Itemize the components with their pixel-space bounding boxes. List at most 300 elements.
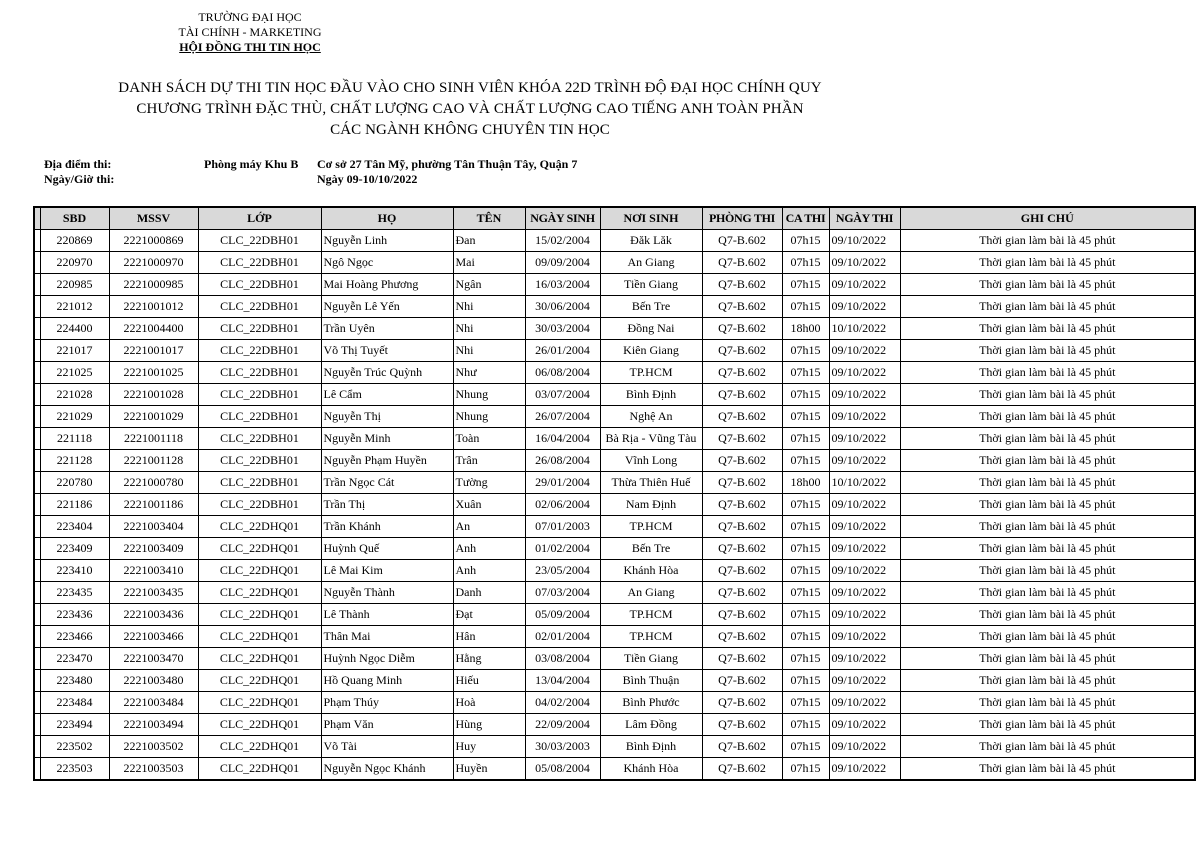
birth-date-cell: 16/03/2004	[525, 274, 600, 296]
table-row	[34, 692, 1195, 714]
birth-place-cell: Nam Định	[600, 494, 702, 516]
class-cell: CLC_22DBH01	[198, 252, 321, 274]
given-name-cell: An	[453, 516, 525, 538]
exam-date-cell: 09/10/2022	[829, 648, 900, 670]
sbd-cell: 223409	[40, 538, 109, 560]
exam-date-cell: 09/10/2022	[829, 714, 900, 736]
given-name-cell: Mai	[453, 252, 525, 274]
exam-room-cell: Q7-B.602	[702, 604, 782, 626]
location-value: Cơ sở 27 Tân Mỹ, phường Tân Thuận Tây, Quận 7	[317, 157, 578, 171]
surname-cell: Hồ Quang Minh	[321, 670, 453, 692]
mssv-cell: 2221001118	[109, 428, 198, 450]
class-cell: CLC_22DBH01	[198, 274, 321, 296]
surname-cell: Phạm Văn	[321, 714, 453, 736]
exam-shift-cell: 07h15	[782, 516, 829, 538]
exam-shift-cell: 07h15	[782, 428, 829, 450]
birth-place-cell: Bà Rịa - Vũng Tàu	[600, 428, 702, 450]
birth-date-cell: 22/09/2004	[525, 714, 600, 736]
exam-info	[44, 157, 744, 187]
birth-date-cell: 15/02/2004	[525, 230, 600, 252]
note-cell: Thời gian làm bài là 45 phút	[900, 318, 1195, 340]
mssv-cell: 2221000985	[109, 274, 198, 296]
birth-place-cell: TP.HCM	[600, 626, 702, 648]
mssv-cell: 2221003470	[109, 648, 198, 670]
mssv-cell: 2221003409	[109, 538, 198, 560]
given-name-cell: Hiếu	[453, 670, 525, 692]
birth-place-cell: An Giang	[600, 582, 702, 604]
organization-header	[170, 10, 330, 55]
exam-shift-cell: 07h15	[782, 758, 829, 781]
mssv-cell: 2221004400	[109, 318, 198, 340]
exam-date-cell: 09/10/2022	[829, 494, 900, 516]
surname-cell: Huỳnh Ngọc Diễm	[321, 648, 453, 670]
birth-place-cell: Đồng Nai	[600, 318, 702, 340]
exam-room-cell: Q7-B.602	[702, 538, 782, 560]
class-cell: CLC_22DHQ01	[198, 714, 321, 736]
given-name-cell: Xuân	[453, 494, 525, 516]
table-row	[34, 384, 1195, 406]
exam-shift-cell: 07h15	[782, 582, 829, 604]
surname-cell: Nguyễn Linh	[321, 230, 453, 252]
table-row	[34, 736, 1195, 758]
birth-date-cell: 02/06/2004	[525, 494, 600, 516]
given-name-cell: Tường	[453, 472, 525, 494]
exam-room-cell: Q7-B.602	[702, 472, 782, 494]
title-line-2: CHƯƠNG TRÌNH ĐẶC THÙ, CHẤT LƯỢNG CAO VÀ CHẤT LƯỢNG CAO TIẾNG ANH TOÀN PHẦN	[136, 101, 804, 117]
table-row	[34, 472, 1195, 494]
given-name-cell: Nhung	[453, 406, 525, 428]
birth-place-cell: Khánh Hòa	[600, 560, 702, 582]
sbd-cell: 223435	[40, 582, 109, 604]
mssv-cell: 2221003480	[109, 670, 198, 692]
given-name-cell: Đạt	[453, 604, 525, 626]
exam-date-cell: 09/10/2022	[829, 252, 900, 274]
table-row	[34, 406, 1195, 428]
exam-shift-cell: 07h15	[782, 406, 829, 428]
sbd-cell: 223502	[40, 736, 109, 758]
mssv-cell: 2221003494	[109, 714, 198, 736]
birth-place-cell: Kiên Giang	[600, 340, 702, 362]
note-cell: Thời gian làm bài là 45 phút	[900, 340, 1195, 362]
birth-place-cell: Bình Định	[600, 736, 702, 758]
sbd-cell: 220869	[40, 230, 109, 252]
birth-place-cell: Tiền Giang	[600, 274, 702, 296]
class-cell: CLC_22DBH01	[198, 406, 321, 428]
note-cell: Thời gian làm bài là 45 phút	[900, 384, 1195, 406]
header-exam-room: PHÒNG THI	[702, 207, 782, 230]
birth-date-cell: 04/02/2004	[525, 692, 600, 714]
sbd-cell: 220970	[40, 252, 109, 274]
class-cell: CLC_22DHQ01	[198, 736, 321, 758]
exam-room-cell: Q7-B.602	[702, 362, 782, 384]
birth-date-cell: 01/02/2004	[525, 538, 600, 560]
exam-room-cell: Q7-B.602	[702, 692, 782, 714]
note-cell: Thời gian làm bài là 45 phút	[900, 472, 1195, 494]
class-cell: CLC_22DBH01	[198, 318, 321, 340]
mssv-cell: 2221000780	[109, 472, 198, 494]
mssv-cell: 2221003436	[109, 604, 198, 626]
given-name-cell: Danh	[453, 582, 525, 604]
surname-cell: Nguyễn Lê Yến	[321, 296, 453, 318]
header-sbd: SBD	[40, 207, 109, 230]
table-row	[34, 626, 1195, 648]
given-name-cell: Hùng	[453, 714, 525, 736]
exam-shift-cell: 07h15	[782, 362, 829, 384]
surname-cell: Trần Khánh	[321, 516, 453, 538]
given-name-cell: Anh	[453, 560, 525, 582]
birth-date-cell: 05/08/2004	[525, 758, 600, 781]
given-name-cell: Nhi	[453, 318, 525, 340]
note-cell: Thời gian làm bài là 45 phút	[900, 582, 1195, 604]
birth-place-cell: Tiền Giang	[600, 648, 702, 670]
exam-shift-cell: 07h15	[782, 384, 829, 406]
surname-cell: Nguyễn Thị	[321, 406, 453, 428]
exam-date-cell: 09/10/2022	[829, 516, 900, 538]
date-label: Ngày/Giờ thi:	[44, 172, 115, 186]
school-name-line1: TRƯỜNG ĐẠI HỌC	[198, 10, 302, 24]
exam-shift-cell: 07h15	[782, 692, 829, 714]
sbd-cell: 221029	[40, 406, 109, 428]
mssv-cell: 2221003410	[109, 560, 198, 582]
sbd-cell: 221118	[40, 428, 109, 450]
surname-cell: Ngô Ngọc	[321, 252, 453, 274]
note-cell: Thời gian làm bài là 45 phút	[900, 494, 1195, 516]
mssv-cell: 2221001128	[109, 450, 198, 472]
exam-date-cell: 09/10/2022	[829, 428, 900, 450]
mssv-cell: 2221001012	[109, 296, 198, 318]
table-body	[34, 230, 1195, 781]
given-name-cell: Toàn	[453, 428, 525, 450]
table-row	[34, 560, 1195, 582]
note-cell: Thời gian làm bài là 45 phút	[900, 736, 1195, 758]
exam-date-cell: 09/10/2022	[829, 736, 900, 758]
header-birth-place: NƠI SINH	[600, 207, 702, 230]
exam-room-cell: Q7-B.602	[702, 736, 782, 758]
table-header-row	[34, 207, 1195, 230]
exam-shift-cell: 07h15	[782, 340, 829, 362]
table-row	[34, 230, 1195, 252]
note-cell: Thời gian làm bài là 45 phút	[900, 604, 1195, 626]
class-cell: CLC_22DHQ01	[198, 516, 321, 538]
exam-shift-cell: 07h15	[782, 714, 829, 736]
sbd-cell: 223503	[40, 758, 109, 781]
mssv-cell: 2221003435	[109, 582, 198, 604]
given-name-cell: Hoà	[453, 692, 525, 714]
birth-date-cell: 26/01/2004	[525, 340, 600, 362]
exam-date-cell: 09/10/2022	[829, 626, 900, 648]
given-name-cell: Ngân	[453, 274, 525, 296]
birth-date-cell: 13/04/2004	[525, 670, 600, 692]
note-cell: Thời gian làm bài là 45 phút	[900, 758, 1195, 781]
exam-date-cell: 09/10/2022	[829, 274, 900, 296]
title-line-1: DANH SÁCH DỰ THI TIN HỌC ĐẦU VÀO CHO SINH VIÊN KHÓA 22D TRÌNH ĐỘ ĐẠI HỌC CHÍNH QUY	[118, 80, 822, 96]
exam-date-cell: 09/10/2022	[829, 230, 900, 252]
sbd-cell: 221017	[40, 340, 109, 362]
header-note: GHI CHÚ	[900, 207, 1195, 230]
surname-cell: Thân Mai	[321, 626, 453, 648]
surname-cell: Nguyễn Ngọc Khánh	[321, 758, 453, 781]
note-cell: Thời gian làm bài là 45 phút	[900, 692, 1195, 714]
class-cell: CLC_22DHQ01	[198, 670, 321, 692]
note-cell: Thời gian làm bài là 45 phút	[900, 274, 1195, 296]
surname-cell: Lê Thành	[321, 604, 453, 626]
birth-place-cell: An Giang	[600, 252, 702, 274]
birth-date-cell: 29/01/2004	[525, 472, 600, 494]
table-row	[34, 758, 1195, 781]
birth-place-cell: Đăk Lăk	[600, 230, 702, 252]
sbd-cell: 221128	[40, 450, 109, 472]
exam-room: Phòng máy Khu B	[204, 157, 299, 171]
school-name-line2: TÀI CHÍNH - MARKETING	[178, 25, 322, 39]
given-name-cell: Hân	[453, 626, 525, 648]
table-row	[34, 450, 1195, 472]
surname-cell: Nguyễn Phạm Huyền	[321, 450, 453, 472]
mssv-cell: 2221001028	[109, 384, 198, 406]
exam-date-cell: 09/10/2022	[829, 296, 900, 318]
exam-shift-cell: 18h00	[782, 472, 829, 494]
birth-date-cell: 02/01/2004	[525, 626, 600, 648]
given-name-cell: Như	[453, 362, 525, 384]
sbd-cell: 221025	[40, 362, 109, 384]
note-cell: Thời gian làm bài là 45 phút	[900, 252, 1195, 274]
exam-date-cell: 09/10/2022	[829, 758, 900, 781]
table-row	[34, 516, 1195, 538]
exam-date-row	[44, 172, 744, 187]
exam-date-cell: 09/10/2022	[829, 340, 900, 362]
exam-shift-cell: 18h00	[782, 318, 829, 340]
exam-shift-cell: 07h15	[782, 494, 829, 516]
sbd-cell: 223436	[40, 604, 109, 626]
note-cell: Thời gian làm bài là 45 phút	[900, 670, 1195, 692]
surname-cell: Huỳnh Quế	[321, 538, 453, 560]
exam-location-row	[44, 157, 744, 172]
birth-date-cell: 09/09/2004	[525, 252, 600, 274]
exam-shift-cell: 07h15	[782, 450, 829, 472]
note-cell: Thời gian làm bài là 45 phút	[900, 362, 1195, 384]
sbd-cell: 223410	[40, 560, 109, 582]
header-exam-shift: CA THI	[782, 207, 829, 230]
surname-cell: Nguyễn Trúc Quỳnh	[321, 362, 453, 384]
given-name-cell: Huy	[453, 736, 525, 758]
exam-room-cell: Q7-B.602	[702, 252, 782, 274]
exam-council-name: HỘI ĐỒNG THI TIN HỌC	[179, 40, 321, 54]
class-cell: CLC_22DBH01	[198, 428, 321, 450]
sbd-cell: 223494	[40, 714, 109, 736]
note-cell: Thời gian làm bài là 45 phút	[900, 538, 1195, 560]
exam-room-cell: Q7-B.602	[702, 494, 782, 516]
mssv-cell: 2221000970	[109, 252, 198, 274]
birth-date-cell: 06/08/2004	[525, 362, 600, 384]
exam-date-cell: 09/10/2022	[829, 560, 900, 582]
exam-date-cell: 09/10/2022	[829, 582, 900, 604]
surname-cell: Võ Thị Tuyết	[321, 340, 453, 362]
surname-cell: Lê Mai Kim	[321, 560, 453, 582]
birth-place-cell: Vĩnh Long	[600, 450, 702, 472]
exam-room-cell: Q7-B.602	[702, 296, 782, 318]
exam-room-cell: Q7-B.602	[702, 384, 782, 406]
sbd-cell: 221028	[40, 384, 109, 406]
exam-room-cell: Q7-B.602	[702, 340, 782, 362]
table-row	[34, 318, 1195, 340]
given-name-cell: Đan	[453, 230, 525, 252]
note-cell: Thời gian làm bài là 45 phút	[900, 516, 1195, 538]
given-name-cell: Hằng	[453, 648, 525, 670]
sbd-cell: 221012	[40, 296, 109, 318]
exam-date-cell: 09/10/2022	[829, 604, 900, 626]
class-cell: CLC_22DHQ01	[198, 604, 321, 626]
exam-room-cell: Q7-B.602	[702, 406, 782, 428]
birth-date-cell: 03/07/2004	[525, 384, 600, 406]
birth-date-cell: 03/08/2004	[525, 648, 600, 670]
exam-date-cell: 09/10/2022	[829, 670, 900, 692]
header-exam-date: NGÀY THI	[829, 207, 900, 230]
table-row	[34, 494, 1195, 516]
mssv-cell: 2221003484	[109, 692, 198, 714]
exam-room-cell: Q7-B.602	[702, 516, 782, 538]
birth-date-cell: 07/01/2003	[525, 516, 600, 538]
mssv-cell: 2221003404	[109, 516, 198, 538]
birth-date-cell: 23/05/2004	[525, 560, 600, 582]
exam-room-cell: Q7-B.602	[702, 582, 782, 604]
sbd-cell: 223480	[40, 670, 109, 692]
class-cell: CLC_22DHQ01	[198, 560, 321, 582]
birth-date-cell: 26/07/2004	[525, 406, 600, 428]
birth-place-cell: Thừa Thiên Huế	[600, 472, 702, 494]
exam-room-cell: Q7-B.602	[702, 450, 782, 472]
header-surname: HỌ	[321, 207, 453, 230]
sbd-cell: 220780	[40, 472, 109, 494]
surname-cell: Lê Cẩm	[321, 384, 453, 406]
given-name-cell: Nhi	[453, 296, 525, 318]
surname-cell: Phạm Thúy	[321, 692, 453, 714]
note-cell: Thời gian làm bài là 45 phút	[900, 648, 1195, 670]
surname-cell: Trần Uyên	[321, 318, 453, 340]
table-row	[34, 582, 1195, 604]
surname-cell: Võ Tài	[321, 736, 453, 758]
header-class: LỚP	[198, 207, 321, 230]
exam-room-cell: Q7-B.602	[702, 560, 782, 582]
surname-cell: Nguyễn Minh	[321, 428, 453, 450]
surname-cell: Mai Hoàng Phương	[321, 274, 453, 296]
mssv-cell: 2221001029	[109, 406, 198, 428]
class-cell: CLC_22DBH01	[198, 230, 321, 252]
birth-date-cell: 30/03/2003	[525, 736, 600, 758]
mssv-cell: 2221003503	[109, 758, 198, 781]
exam-shift-cell: 07h15	[782, 670, 829, 692]
note-cell: Thời gian làm bài là 45 phút	[900, 406, 1195, 428]
note-cell: Thời gian làm bài là 45 phút	[900, 714, 1195, 736]
table-row	[34, 670, 1195, 692]
mssv-cell: 2221001025	[109, 362, 198, 384]
birth-place-cell: Bình Định	[600, 384, 702, 406]
birth-place-cell: TP.HCM	[600, 362, 702, 384]
given-name-cell: Nhi	[453, 340, 525, 362]
table-row	[34, 648, 1195, 670]
table-row	[34, 340, 1195, 362]
exam-shift-cell: 07h15	[782, 604, 829, 626]
table-row	[34, 538, 1195, 560]
table-row	[34, 296, 1195, 318]
class-cell: CLC_22DBH01	[198, 362, 321, 384]
surname-cell: Trần Ngọc Cát	[321, 472, 453, 494]
header-given-name: TÊN	[453, 207, 525, 230]
location-label: Địa điểm thi:	[44, 157, 112, 171]
note-cell: Thời gian làm bài là 45 phút	[900, 428, 1195, 450]
note-cell: Thời gian làm bài là 45 phút	[900, 296, 1195, 318]
class-cell: CLC_22DBH01	[198, 472, 321, 494]
birth-date-cell: 07/03/2004	[525, 582, 600, 604]
birth-place-cell: TP.HCM	[600, 516, 702, 538]
exam-date-cell: 10/10/2022	[829, 318, 900, 340]
mssv-cell: 2221000869	[109, 230, 198, 252]
exam-room-cell: Q7-B.602	[702, 648, 782, 670]
given-name-cell: Trân	[453, 450, 525, 472]
class-cell: CLC_22DHQ01	[198, 648, 321, 670]
birth-place-cell: Nghệ An	[600, 406, 702, 428]
birth-date-cell: 30/03/2004	[525, 318, 600, 340]
exam-date-cell: 09/10/2022	[829, 450, 900, 472]
table-row	[34, 428, 1195, 450]
table-row	[34, 274, 1195, 296]
table-row	[34, 714, 1195, 736]
birth-place-cell: Bến Tre	[600, 538, 702, 560]
header-mssv: MSSV	[109, 207, 198, 230]
birth-place-cell: Bình Phước	[600, 692, 702, 714]
exam-shift-cell: 07h15	[782, 626, 829, 648]
surname-cell: Trần Thị	[321, 494, 453, 516]
class-cell: CLC_22DBH01	[198, 450, 321, 472]
birth-date-cell: 30/06/2004	[525, 296, 600, 318]
header-birth-date: NGÀY SINH	[525, 207, 600, 230]
exam-date-cell: 09/10/2022	[829, 384, 900, 406]
note-cell: Thời gian làm bài là 45 phút	[900, 230, 1195, 252]
exam-date-cell: 09/10/2022	[829, 692, 900, 714]
sbd-cell: 220985	[40, 274, 109, 296]
surname-cell: Nguyễn Thành	[321, 582, 453, 604]
exam-shift-cell: 07h15	[782, 560, 829, 582]
sbd-cell: 224400	[40, 318, 109, 340]
sbd-cell: 223484	[40, 692, 109, 714]
exam-room-cell: Q7-B.602	[702, 318, 782, 340]
birth-place-cell: Bến Tre	[600, 296, 702, 318]
mssv-cell: 2221003502	[109, 736, 198, 758]
note-cell: Thời gian làm bài là 45 phút	[900, 560, 1195, 582]
exam-room-cell: Q7-B.602	[702, 230, 782, 252]
sbd-cell: 223466	[40, 626, 109, 648]
class-cell: CLC_22DHQ01	[198, 692, 321, 714]
exam-shift-cell: 07h15	[782, 252, 829, 274]
table-row	[34, 362, 1195, 384]
exam-room-cell: Q7-B.602	[702, 626, 782, 648]
mssv-cell: 2221003466	[109, 626, 198, 648]
class-cell: CLC_22DBH01	[198, 384, 321, 406]
exam-room-cell: Q7-B.602	[702, 670, 782, 692]
note-cell: Thời gian làm bài là 45 phút	[900, 450, 1195, 472]
sbd-cell: 223470	[40, 648, 109, 670]
exam-shift-cell: 07h15	[782, 230, 829, 252]
exam-room-cell: Q7-B.602	[702, 714, 782, 736]
birth-place-cell: Khánh Hòa	[600, 758, 702, 781]
class-cell: CLC_22DHQ01	[198, 758, 321, 781]
mssv-cell: 2221001017	[109, 340, 198, 362]
birth-date-cell: 05/09/2004	[525, 604, 600, 626]
class-cell: CLC_22DHQ01	[198, 626, 321, 648]
birth-place-cell: Bình Thuận	[600, 670, 702, 692]
birth-place-cell: TP.HCM	[600, 604, 702, 626]
class-cell: CLC_22DBH01	[198, 340, 321, 362]
exam-room-cell: Q7-B.602	[702, 428, 782, 450]
date-value: Ngày 09-10/10/2022	[317, 172, 418, 186]
